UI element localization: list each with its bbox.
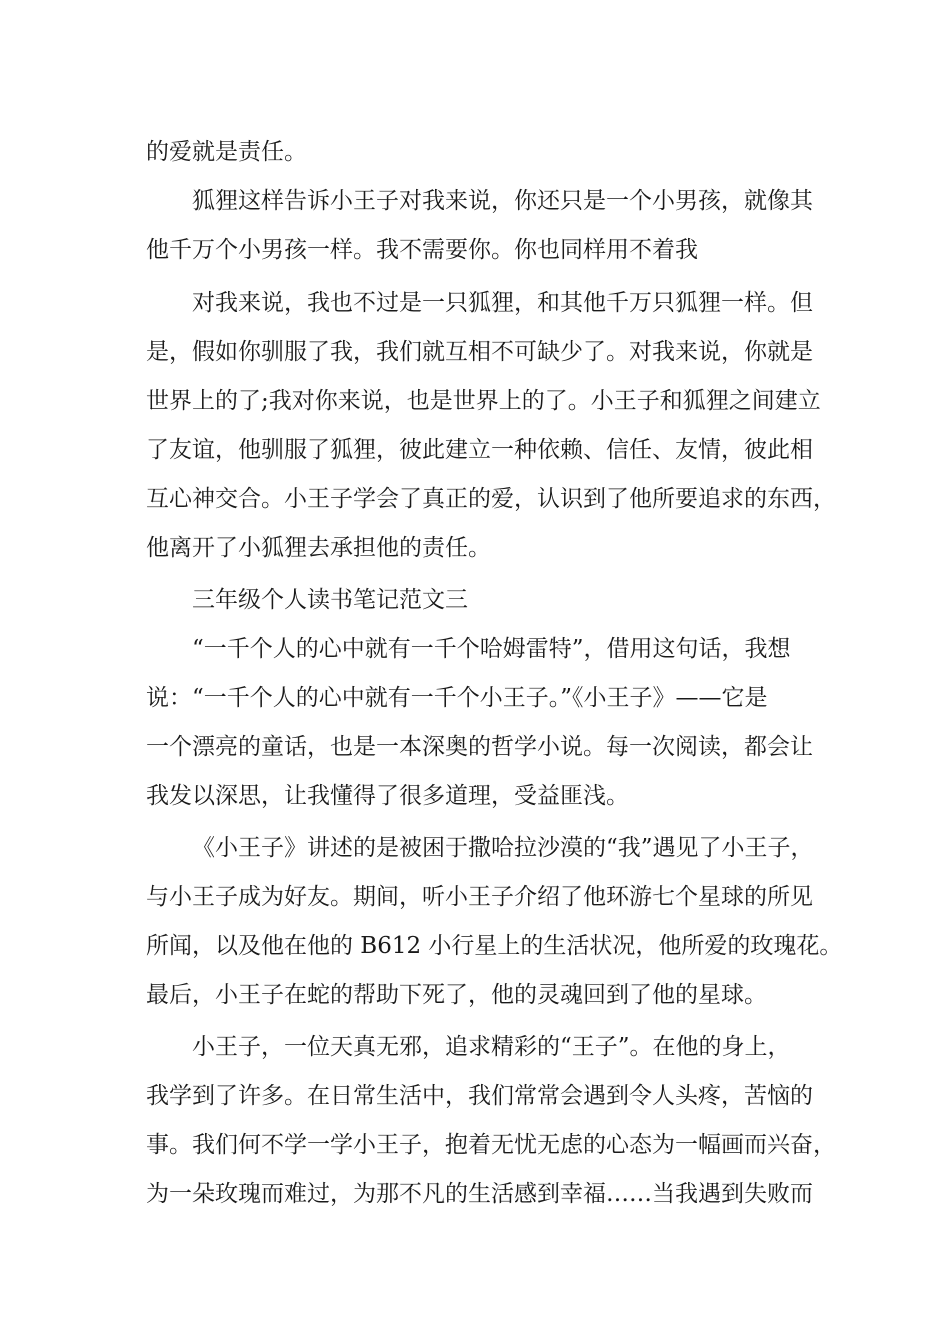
- text-line: “一千个人的心中就有一千个哈姆雷特”，借用这句话，我想: [192, 636, 791, 662]
- text-line: 《小王子》讲述的是被困于撒哈拉沙漠的“我”遇见了小王子，: [192, 835, 814, 861]
- text-line: 他离开了小狐狸去承担他的责任。: [146, 535, 491, 561]
- text-line: 与小王子成为好友。期间，听小王子介绍了他环游七个星球的所见: [146, 884, 813, 910]
- text-line: 说：“一千个人的心中就有一千个小王子。”《小王子》——它是: [146, 685, 768, 711]
- section-heading: 三年级个人读书笔记范文三: [192, 587, 468, 613]
- text-line: 世界上的了;我对你来说，也是世界上的了。小王子和狐狸之间建立: [146, 388, 821, 414]
- text-line: 我学到了许多。在日常生活中，我们常常会遇到令人头疼，苦恼的: [146, 1083, 813, 1109]
- text-line: 我发以深思，让我懂得了很多道理，受益匪浅。: [146, 783, 629, 809]
- text-line: 他千万个小男孩一样。我不需要你。你也同样用不着我: [146, 237, 698, 263]
- text-line: 为一朵玫瑰而难过，为那不凡的生活感到幸福……当我遇到失败而: [146, 1181, 813, 1207]
- text-line: 狐狸这样告诉小王子对我来说，你还只是一个小男孩，就像其: [192, 188, 813, 214]
- text-line: 最后，小王子在蛇的帮助下死了，他的灵魂回到了他的星球。: [146, 982, 767, 1008]
- text-line: 所闻，以及他在他的 B612 小行星上的生活状况，他所爱的玫瑰花。: [146, 933, 843, 959]
- text-line: 的爱就是责任。: [146, 139, 307, 165]
- text-line: 一个漂亮的童话，也是一本深奥的哲学小说。每一次阅读，都会让: [146, 734, 813, 760]
- text-line: 是，假如你驯服了我，我们就互相不可缺少了。对我来说，你就是: [146, 339, 813, 365]
- text-line: 事。我们何不学一学小王子，抱着无忧无虑的心态为一幅画而兴奋，: [146, 1132, 836, 1158]
- text-line: 对我来说，我也不过是一只狐狸，和其他千万只狐狸一样。但: [192, 290, 813, 316]
- text-line: 互心神交合。小王子学会了真正的爱，认识到了他所要追求的东西，: [146, 486, 836, 512]
- text-line: 了友谊，他驯服了狐狸，彼此建立一种依赖、信任、友情，彼此相: [146, 437, 813, 463]
- text-line: 小王子，一位天真无邪，追求精彩的“王子”。在他的身上，: [192, 1034, 791, 1060]
